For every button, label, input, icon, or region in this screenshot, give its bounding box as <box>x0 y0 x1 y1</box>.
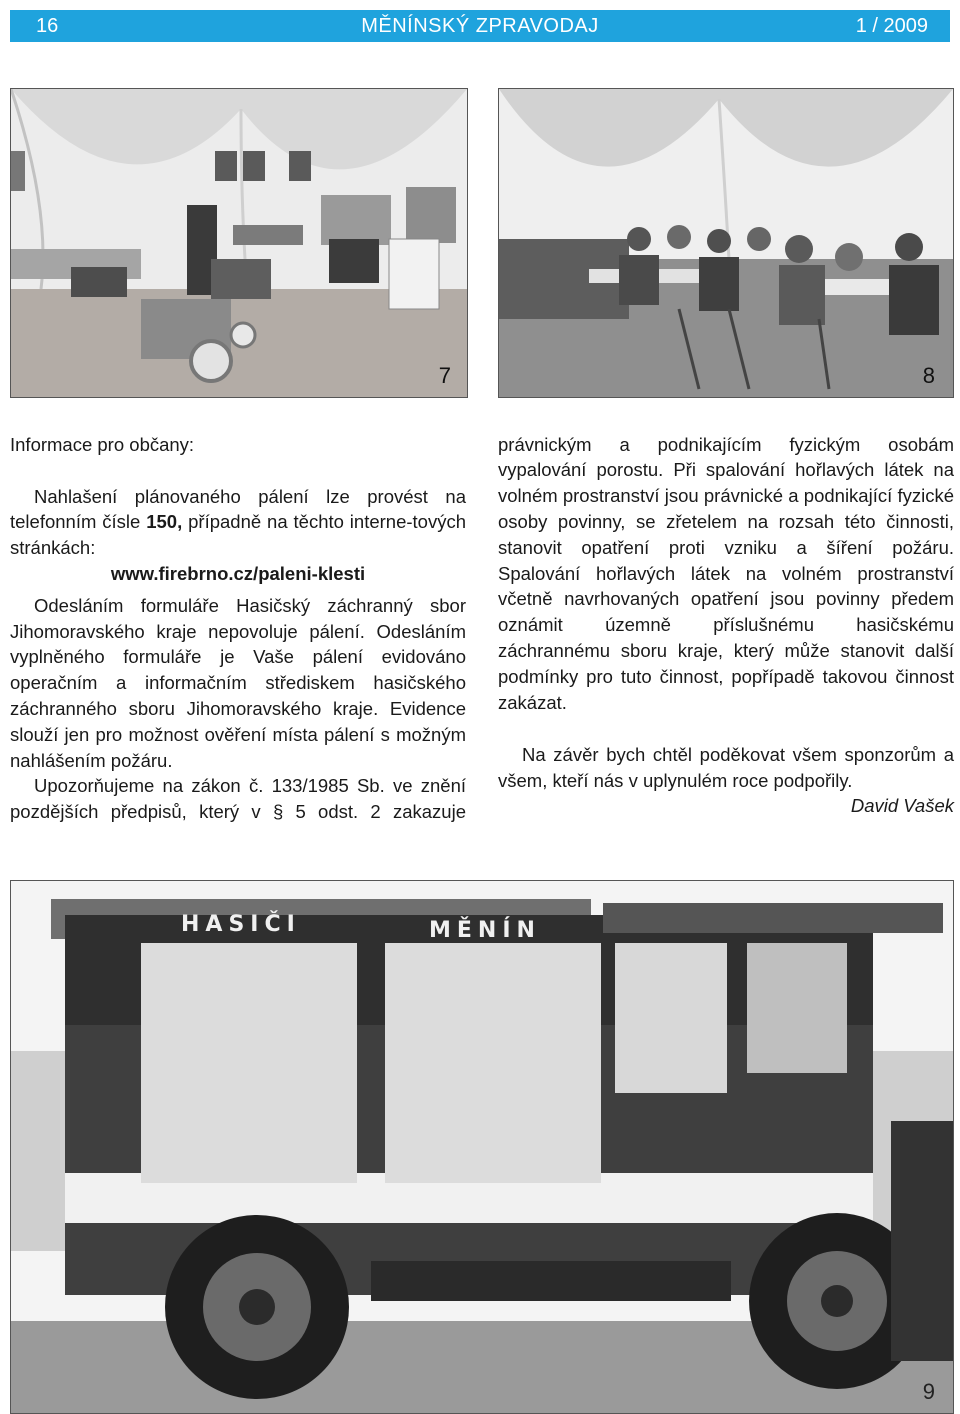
publication-title: MĚNÍNSKÝ ZPRAVODAJ <box>361 15 599 37</box>
page-number: 16 <box>36 15 59 37</box>
photo-number: 8 <box>922 363 935 388</box>
phone-number: 150, <box>146 511 183 533</box>
fire-truck-image <box>11 881 953 1413</box>
issue-number: 1 / 2009 <box>855 15 928 37</box>
paragraph-law: Upozorňujeme na zákon č. 133/1985 Sb. ve znění pozdějších předpisů, který v § 5 odst. 2 zakazuje <box>10 775 466 823</box>
page-header <box>10 10 950 42</box>
article-column-right <box>498 432 954 819</box>
truck-label-menin: MĚNÍN <box>429 918 541 943</box>
law-continued-text: právnickým a podnikajícím fyzickým osobám vypalování porostu. Při spalování hořlavých látek na volném prostranství jsou právnické a podnikající fyzické osoby povinny, se zřetelem na rozsah této činnosti, stanovit opatření proti vzniku a šíření požáru. Spalování hořlavých látek na volném prostranství včetně navrhovaných opatření jsou povinny předem oznámit územně příslušnému hasičskému záchrannému sboru kraje, který může stanovit další podmínky pro tuto činnost, popřípadě takovou činnost zakázat. <box>498 433 954 713</box>
paragraph-form: Odesláním formuláře Hasičský záchranný sbor Jihomoravského kraje nepovoluje pálení. Odesláním vyplněného formuláře je Vaše pálení evidováno operačním a informačním střediskem hasičského záchranného sboru Jihomoravského kraje. Evidence slouží jen pro možnost ověření místa pálení s možným nahlášením požáru. <box>10 594 466 771</box>
paragraph-law-continued <box>498 432 954 716</box>
author-signature: David Vašek <box>850 795 954 817</box>
paragraph-thanks: Na závěr bych chtěl poděkovat všem sponzorům a všem, kteří nás v uplynulém roce podpořily. <box>498 743 954 791</box>
paragraph-phone-text-2: případně na těchto interne-tových stránkách: <box>10 511 467 559</box>
meeting-hall-image <box>499 89 953 397</box>
photo-number: 9 <box>922 1379 935 1404</box>
truck-label-hasici: HASIČI <box>181 912 301 937</box>
exhibition-room-image <box>11 89 467 397</box>
web-address-domain: www.firebrno. <box>110 562 234 584</box>
web-address[interactable] <box>10 561 466 587</box>
photo-number: 7 <box>438 363 451 388</box>
photo-exhibition-room <box>10 88 468 398</box>
article-heading: Informace pro občany: <box>10 434 195 455</box>
web-address-path: cz/paleni-klesti <box>233 562 366 584</box>
paragraph-phone <box>10 484 466 561</box>
photo-meeting-hall <box>498 88 954 398</box>
paragraph-phone-text: Nahlašení plánovaného pálení lze provést na telefonním čísle <box>10 485 466 533</box>
article-column-left <box>10 432 466 825</box>
photo-fire-truck <box>10 880 954 1414</box>
